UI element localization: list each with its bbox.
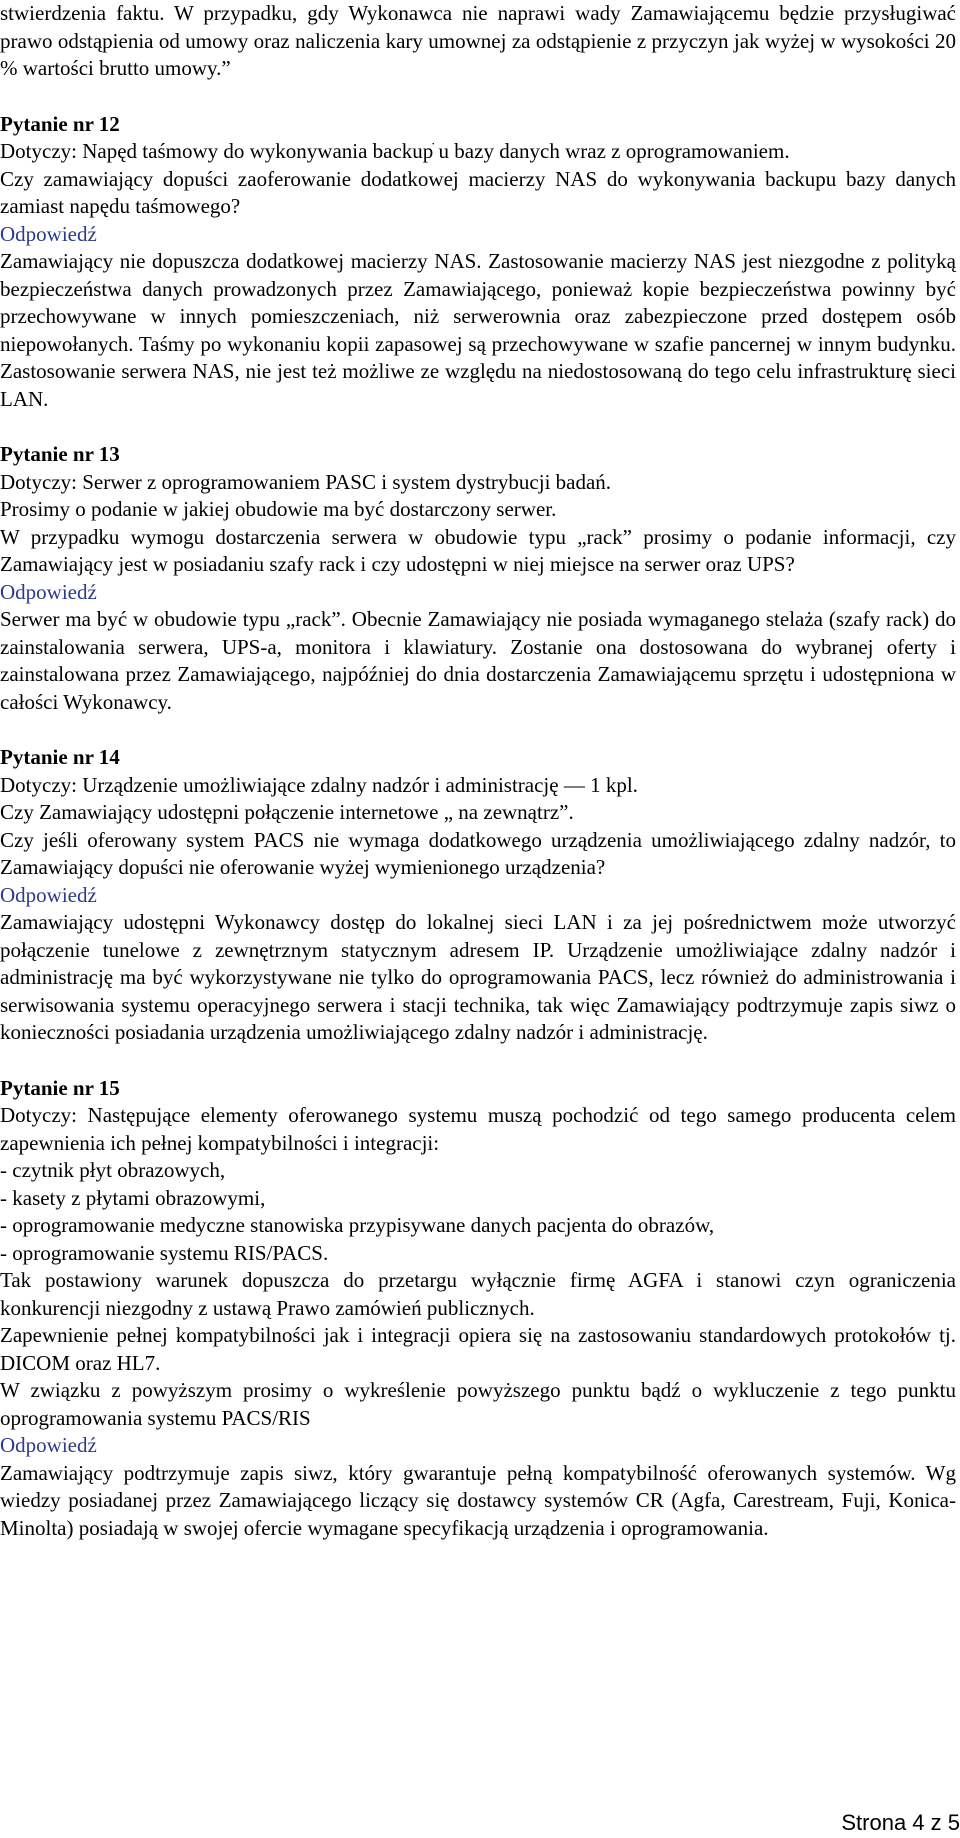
question-15-section	[0, 1075, 956, 1543]
question-12-title: Pytanie nr 12	[0, 111, 120, 136]
list-item: - oprogramowanie medyczne stanowiska przypisywane danych pacjenta do obrazów,	[0, 1213, 715, 1237]
question-15-answer: Zamawiający podtrzymuje zapis siwz, który gwarantuje pełną kompatybilność oferowanych systemów. Wg wiedzy posiadanej przez Zamawiającego liczący się dostawcy systemów CR (Agfa, Carestream, Fuji, Konica-Minolta) posiadają w swojej ofercie wymagane specyfikacją urządzenia i oprogramowania.	[0, 1460, 956, 1540]
question-14-answer-label: Odpowiedź	[0, 882, 97, 907]
question-13-text-2: W przypadku wymogu dostarczenia serwera w obudowie typu „rack” prosimy o podanie informacji, czy Zamawiający jest w posiadaniu szafy rack i czy udostępni w niej miejsce na serwer oraz UPS?	[0, 524, 956, 576]
question-12-answer-label: Odpowiedź	[0, 221, 97, 246]
question-13-answer: Serwer ma być w obudowie typu „rack”. Obecnie Zamawiający nie posiada wymaganego stelaża (szafy rack) do zainstalowania serwera, UPS-a, monitora i klawiatury. Zostanie ona dostosowana do wybranej oferty i zainstalowana przez Zamawiającego, najpóźniej do dnia dostarczenia Zamawiającemu sprzętu i udostępniona w całości Wykonawcy.	[0, 607, 956, 714]
question-15-item-list	[0, 1157, 956, 1267]
question-15-regarding: Dotyczy: Następujące elementy oferowanego systemu muszą pochodzić od tego samego producenta celem zapewnienia ich pełnej kompatybilności i integracji:	[0, 1103, 956, 1155]
question-15-paragraph-2: Zapewnienie pełnej kompatybilności jak i integracji opiera się na zastosowaniu standardowych protokołów tj. DICOM oraz HL7.	[0, 1323, 956, 1375]
spacer	[0, 716, 956, 744]
question-14-text-2: Czy jeśli oferowany system PACS nie wymaga dodatkowego urządzenia umożliwiającego zdalny nadzór, to Zamawiający dopuści nie oferowanie wyżej wymienionego urządzenia?	[0, 827, 956, 879]
list-item: - oprogramowanie systemu RIS/PACS.	[0, 1240, 329, 1265]
question-15-paragraph-3: W związku z powyższym prosimy o wykreślenie powyższego punktu bądź o wykluczenie z tego punktu oprogramowania systemu PACS/RIS	[0, 1378, 956, 1430]
spacer	[0, 1047, 956, 1075]
question-13-title: Pytanie nr 13	[0, 442, 120, 466]
question-15-answer-label: Odpowiedź	[0, 1433, 97, 1457]
question-12-text: Czy zamawiający dopuści zaoferowanie dodatkowej macierzy NAS do wykonywania backupu bazy danych zamiast napędu taśmowego?	[0, 166, 956, 218]
list-item: - kasety z płytami obrazowymi,	[0, 1185, 266, 1210]
question-13-answer-label: Odpowiedź	[0, 579, 97, 604]
question-14-title: Pytanie nr 14	[0, 745, 120, 769]
question-12-section	[0, 111, 956, 414]
question-12-regarding: Dotyczy: Napęd taśmowy do wykonywania backupׁ u bazy danych wraz z oprogramowaniem.	[0, 139, 790, 163]
page-number: Strona 4 z 5	[841, 1810, 960, 1835]
question-14-answer: Zamawiający udostępni Wykonawcy dostęp do lokalnej sieci LAN i za jej pośrednictwem może utworzyć połączenie tunelowe z zewnętrznym statycznym adresem IP. Urządzenie umożliwiające zdalny nadzór i administrację ma być wykorzystywane nie tylko do oprogramowania PACS, lecz również do administrowania i serwisowania systemu operacyjnego serwera i stacji technika, tak więc Zamawiający podtrzymuje zapis siwz o konieczności posiadania urządzenia umożliwiającego zdalny nadzór i administrację.	[0, 910, 956, 1044]
question-13-text-1: Prosimy o podanie w jakiej obudowie ma być dostarczony serwer.	[0, 497, 557, 521]
question-14-text-1: Czy Zamawiający udostępni połączenie internetowe „ na zewnątrz”.	[0, 800, 574, 824]
question-14-regarding: Dotyczy: Urządzenie umożliwiające zdalny nadzór i administrację — 1 kpl.	[0, 772, 638, 797]
question-15-title: Pytanie nr 15	[0, 1075, 120, 1100]
question-13-regarding: Dotyczy: Serwer z oprogramowaniem PASC i system dystrybucji badań.	[0, 469, 612, 494]
intro-paragraph: stwierdzenia faktu. W przypadku, gdy Wykonawca nie naprawi wady Zamawiającemu będzie przysługiwać prawo odstąpienia od umowy oraz naliczenia kary umownej za odstąpienie z przyczyn jak wyżej w wysokości 20 % wartości brutto umowy.”	[0, 1, 956, 80]
question-15-paragraph-1: Tak postawiony warunek dopuszcza do przetargu wyłącznie firmę AGFA i stanowi czyn ograniczenia konkurencji niezgodny z ustawą Prawo zamówień publicznych.	[0, 1268, 956, 1320]
question-12-answer: Zamawiający nie dopuszcza dodatkowej macierzy NAS. Zastosowanie macierzy NAS jest niezgodne z polityką bezpieczeństwa danych prowadzonych przez Zamawiającego, ponieważ kopie bezpieczeństwa powinny być przechowywane w innych pomieszczeniach, niż serwerownia oraz zabezpieczone przed dostępem osób niepowołanych. Taśmy po wykonaniu kopii zapasowej są przechowywane w szafie pancernej w innym budynku. Zastosowanie serwera NAS, nie jest też możliwe ze względu na niedostosowaną do tego celu infrastrukturę sieci LAN.	[0, 249, 956, 411]
spacer	[0, 83, 956, 111]
question-14-section	[0, 744, 956, 1047]
question-13-section	[0, 441, 956, 716]
list-item: - czytnik płyt obrazowych,	[0, 1158, 226, 1182]
spacer	[0, 413, 956, 441]
